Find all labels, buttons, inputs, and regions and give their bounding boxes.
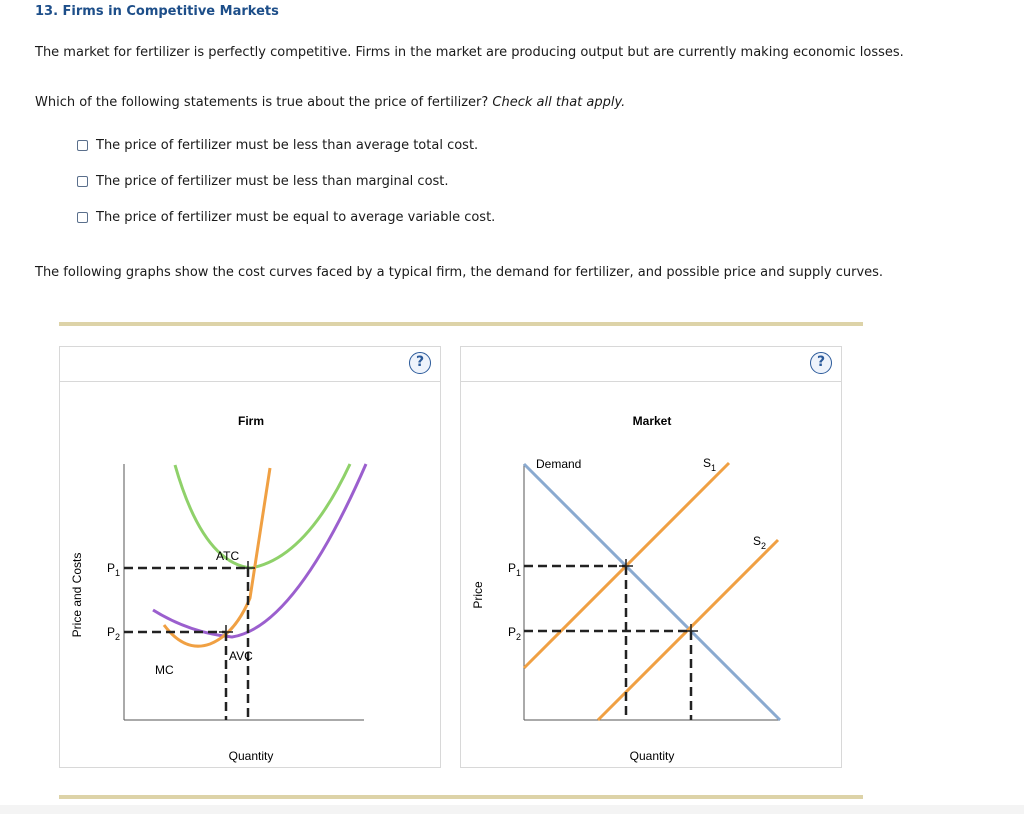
- p-main: P: [508, 561, 517, 575]
- page-bottom-strip: [0, 805, 1024, 814]
- market-x-axis-label: Quantity: [629, 749, 675, 763]
- p-main: P: [508, 625, 517, 639]
- firm-title: Firm: [237, 414, 265, 428]
- market-title: Market: [632, 414, 672, 428]
- market-graph-panel: [460, 346, 842, 768]
- market-p1-label: [508, 561, 521, 578]
- p-sub: 1: [115, 568, 121, 578]
- s-main: S: [703, 456, 712, 470]
- firm-p1-label: [107, 561, 120, 578]
- demand-label: Demand: [536, 457, 582, 471]
- question-prompt: [35, 95, 625, 110]
- p-sub: 1: [516, 568, 522, 578]
- avc-label: AVC: [229, 649, 253, 663]
- firm-graph-panel: [59, 346, 441, 768]
- firm-y-axis-label: Price and Costs: [70, 552, 84, 638]
- checkbox[interactable]: [77, 140, 88, 151]
- firm-x-axis-label: Quantity: [228, 749, 274, 763]
- option-label: The price of fertilizer must be less than marginal cost.: [96, 174, 449, 189]
- p-main: P: [107, 625, 116, 639]
- option-equal-avc[interactable]: [77, 210, 495, 225]
- question-title: 13. Firms in Competitive Markets: [35, 4, 279, 19]
- s-sub: 1: [711, 463, 717, 473]
- checkbox[interactable]: [77, 212, 88, 223]
- p-main: P: [107, 561, 116, 575]
- market-graph: [461, 347, 841, 767]
- firm-p2-label: [107, 625, 120, 642]
- graphs-intro: The following graphs show the cost curves faced by a typical firm, the demand for fertilizer, and possible price and supply curves.: [35, 265, 884, 280]
- divider-bottom: [59, 795, 863, 799]
- atc-label: ATC: [216, 549, 240, 563]
- question-intro: The market for fertilizer is perfectly competitive. Firms in the market are producing output but are currently making economic losses.: [35, 45, 904, 60]
- s-main: S: [753, 534, 762, 548]
- p-sub: 2: [516, 632, 522, 642]
- avc-curve: [153, 464, 366, 637]
- market-y-axis-label: Price: [471, 581, 485, 609]
- market-p2-label: [508, 625, 521, 642]
- demand-curve: [524, 464, 780, 720]
- p-sub: 2: [115, 632, 121, 642]
- checkbox[interactable]: [77, 176, 88, 187]
- help-icon[interactable]: ?: [409, 352, 431, 374]
- option-less-than-atc[interactable]: [77, 138, 478, 153]
- s2-label: [753, 534, 766, 551]
- help-icon[interactable]: ?: [810, 352, 832, 374]
- option-label: The price of fertilizer must be less than average total cost.: [96, 138, 479, 153]
- s-sub: 2: [761, 541, 767, 551]
- divider-top: [59, 322, 863, 326]
- s1-label: [703, 456, 716, 473]
- prompt-text: Which of the following statements is true about the price of fertilizer?: [35, 95, 489, 110]
- option-less-than-mc[interactable]: [77, 174, 449, 189]
- prompt-hint: Check all that apply.: [492, 95, 626, 110]
- firm-graph: [60, 347, 440, 767]
- option-label: The price of fertilizer must be equal to average variable cost.: [96, 210, 496, 225]
- mc-label: MC: [155, 663, 174, 677]
